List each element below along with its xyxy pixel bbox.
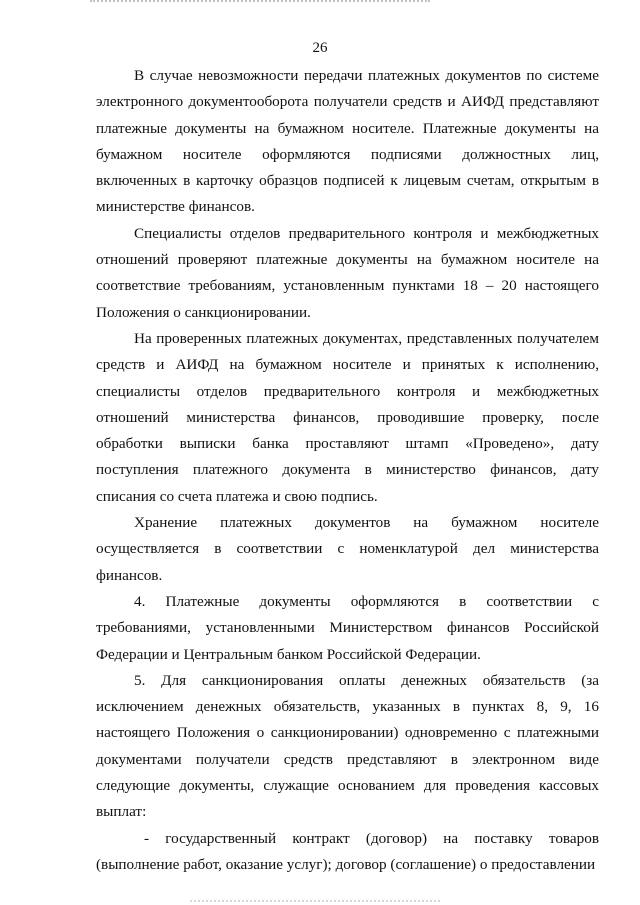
document-body [96, 63, 599, 878]
paragraph-item-4: 4. Платежные документы оформляются в соответствии с требованиями, установленными Министерством финансов Российской Федерации и Центральным банком Российской Федерации. [96, 592, 599, 663]
paragraph-stamp: На проверенных платежных документах, представленных получателем средств и АИФД на бумажном носителе и принятых к исполнению, специалисты отделов предварительного контроля и межбюджетных отношений министерства финансов, проводившие проверку, после обработки выписки банка проставляют штамп «Проведено», дату поступления платежного документа в министерство финансов, дату списания со счета платежа и свою подпись. [96, 329, 599, 505]
page-number: 26 [312, 40, 328, 56]
paragraph-verification: Специалисты отделов предварительного контроля и межбюджетных отношений проверяют платежные документы на бумажном носителе на соответствие требованиям, установленным пунктами 18 – 20 настоящего Положения о санкционировании. [96, 224, 599, 321]
paragraph-paper-documents: В случае невозможности передачи платежных документов по системе электронного документооборота получатели средств и АИФД представляют платежные документы на бумажном носителе. Платежные документы на бумажном носителе оформляются подписями должностных лиц, включенных в карточку образцов подписей к лицевым счетам, открытым в министерстве финансов. [96, 67, 599, 216]
paragraph-storage: Хранение платежных документов на бумажном носителе осуществляется в соответствии с номенклатурой дел министерства финансов. [96, 514, 599, 584]
paragraph-item-5: 5. Для санкционирования оплаты денежных обязательств (за исключением денежных обязательств, указанных в пунктах 8, 9, 16 настоящего Положения о санкционировании) одновременно с платежными документами получатели средств представляют в электронном виде следующие документы, служащие основанием для проведения кассовых выплат: [96, 671, 599, 821]
scan-artifact-bottom [190, 900, 440, 905]
scan-artifact-top [90, 0, 430, 5]
list-item-contract: - государственный контракт (договор) на поставку товаров (выполнение работ, оказание услуг); договор (соглашение) о предоставлении [96, 829, 599, 873]
